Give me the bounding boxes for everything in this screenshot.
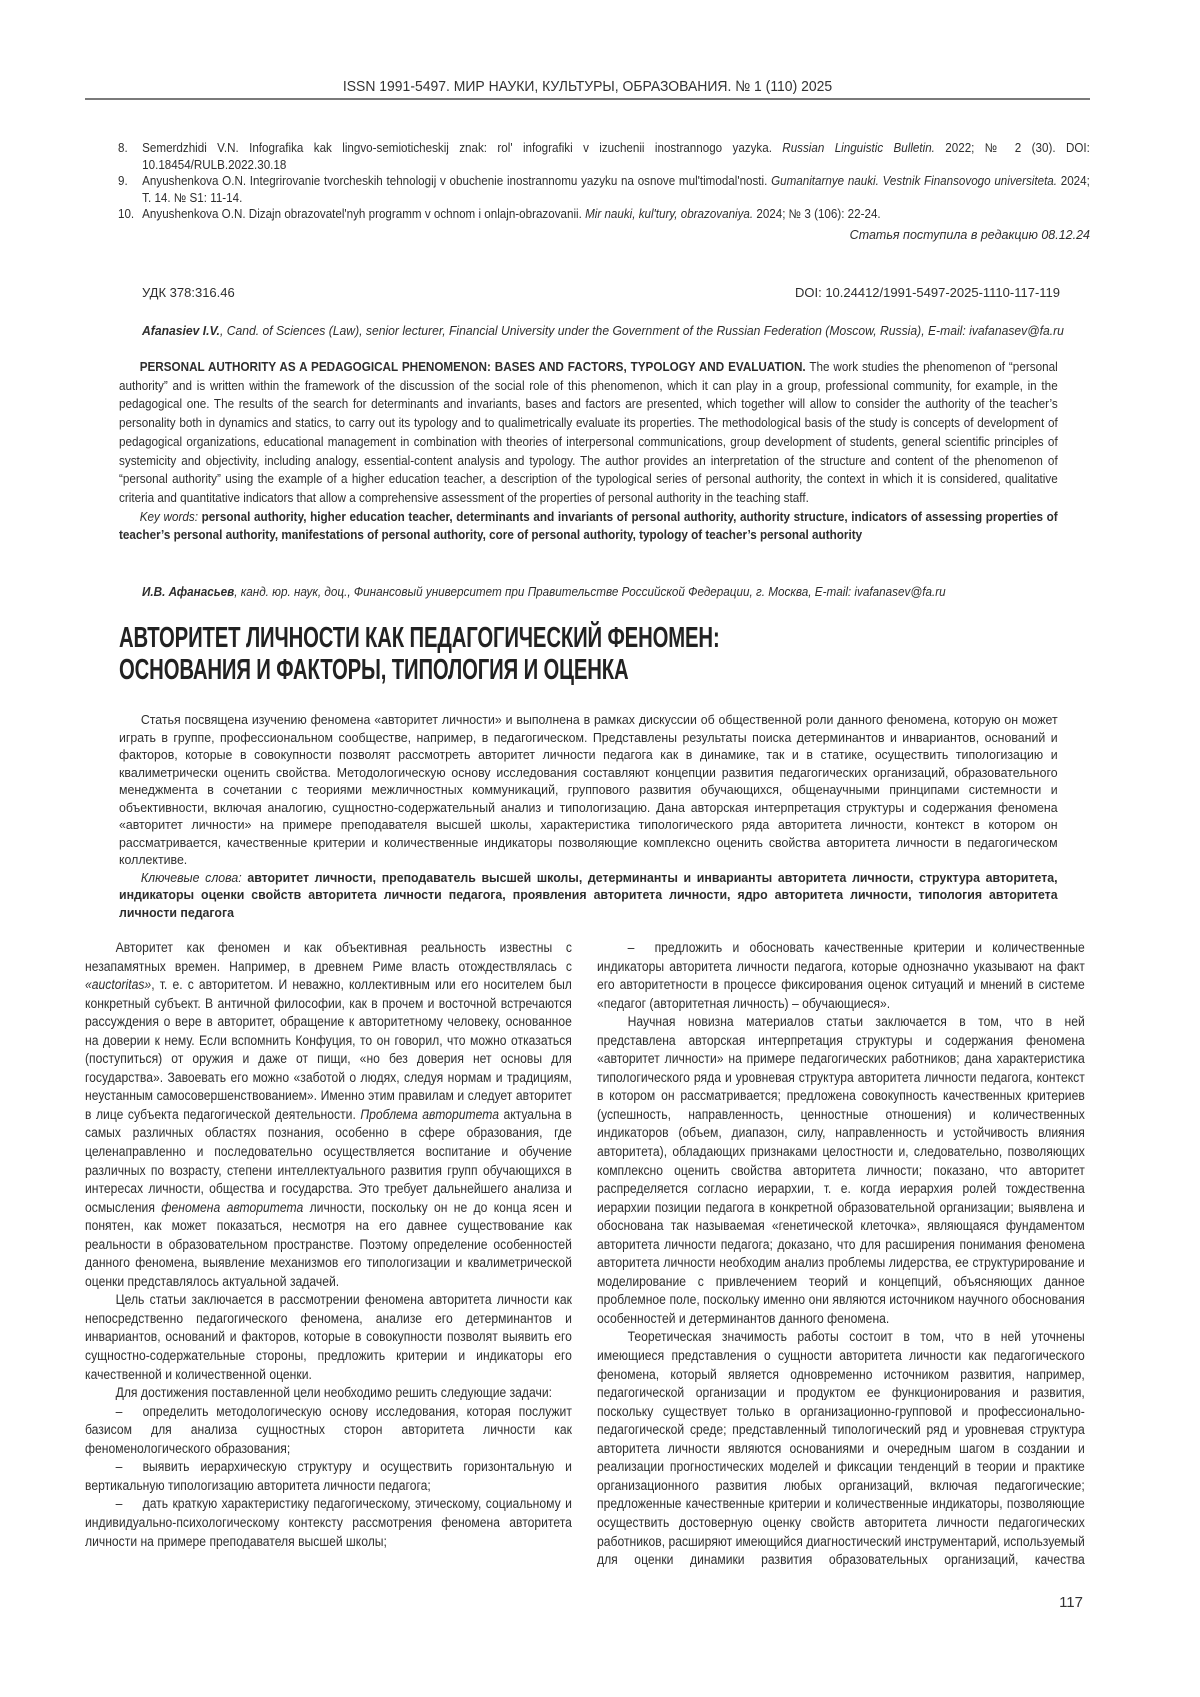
abstract-en-text <box>119 358 1058 508</box>
dash-bullet-icon: – <box>115 1459 123 1475</box>
reference-item <box>118 140 1090 173</box>
italic-text: Проблема авторитета <box>360 1106 499 1122</box>
received-note: Статья поступила в редакцию 08.12.24 <box>849 228 1090 242</box>
italic-text: Gumanitarnye nauki. Vestnik Finansovogo universiteta. <box>771 174 1058 188</box>
list-item <box>85 1495 572 1551</box>
bold-text: авторитет личности, преподаватель высшей школы, детерминанты и инварианты авторитета личности, структура авторитета, индикаторы оценки свойств авторитета личности педагога, проявления авторитета личности, ядро авторитета личности, типология авторитета личности педагога <box>119 869 1058 920</box>
article-title <box>119 622 889 686</box>
text-segment: Теоретическая значимость работы состоит в том, что в ней уточнены имеющиеся представления о сущности авторитета личности как педагогического феномена, который является одновременно источником развития, например, педагогической организации и продуктом ее функционирования и развития, поскольку существует только в организационно-групповой и профессионально-педагогической среде; представленный типологический ряд и уровневая структура авторитета личности являются основаниями и очередным шагом в создании и реализации прогностических моделей и фиксации тенденций в теории и практике организационного развития любых организаций, включая педагогические; предложенные качественные критерии и количественные индикаторы, позволяющие осуществить достоверную оценку свойств авторитета личности педагогических работников, расширяют имеющийся диагностический инструментарий, используемый для оценки динамики развития образовательных организаций, качества <box>597 1329 1085 1568</box>
text-segment: , т. е. с авторитетом. И неважно, коллективным или его носителем был конкретный субъект. В античной философии, как в прочем и восточной встречаются рассуждения о вере в авторитет, обращение к авторитетному человеку, основанное на доверии к нему. Если вспомнить Конфуция, то он говорил, что можно отказаться (поступиться) от оружия и даже от пищи, «но без доверия нет основы для государства». Завоевать его можно «заботой о людях, следуя нормам и традициям, неустанным самосовершенствованием». Именно этим правилам и следует авторитет в лице субъекта педагогической деятельности. <box>85 977 572 1122</box>
text-segment: Anyushenkova O.N. Dizajn obrazovatel'nyh programm v ochnom i onlajn-obrazovanii. <box>142 207 586 221</box>
reference-list <box>118 140 1090 223</box>
paragraph <box>85 939 572 1291</box>
doi: DOI: 10.24412/1991-5497-2025-1110-117-119 <box>794 285 1060 300</box>
keywords-ru <box>119 869 1058 922</box>
dash-bullet-icon: – <box>627 940 635 955</box>
abstract-ru <box>119 711 1058 921</box>
udc-code: УДК 378:316.46 <box>142 285 235 300</box>
paragraph <box>597 1328 1085 1569</box>
reference-number: 10. <box>118 207 135 221</box>
text-segment: Для достижения поставленной цели необходимо решить следующие задачи: <box>115 1385 553 1401</box>
dash-bullet-icon: – <box>115 1403 123 1419</box>
text-segment: Anyushenkova O.N. Integrirovanie tvorcheskih tehnologij v obuchenie inostrannomu yazyku na osnove mul'timodal'nosti. <box>142 174 772 188</box>
italic-text: Key words: <box>139 508 198 524</box>
dash-bullet-icon: – <box>115 1496 123 1512</box>
text-segment: предложить и обосновать качественные критерии и количественные индикаторы авторитета личности педагога, которые однозначно указывают на факт его авторитетности в процессе фиксирования оценок ситуаций и мнений в системе «педагог (авторитетная личность) – обучающиеся». <box>597 940 1085 1011</box>
text-segment: Научная новизна материалов статьи заключается в том, что в ней представлена авторская интерпретация структуры и содержания феномена «авторитет личности» на примере педагогических работников; дана характеристика типологического ряда и уровневая структура авторитета личности педагога, контекст в котором он рассматривается; предложена совокупность качественных критериев (успешность, направленность, ценностные отношения) и количественных индикаторов (объем, диапазон, силу, направленность и устойчивость влияния авторитета), обладающих признаками целостности и, следовательно, позволяющих комплексно оценить свойства авторитета личности; показано, что авторитет распределяется согласно иерархии, т. е. когда иерархия ролей тождественна иерархии позиции педагога в конкретной образовательной организации; выявлена и обоснована так называемая «генетической клеточка», являющаяся фундаментом авторитета личности педагога; доказано, что для расширения понимания феномена авторитета личности необходим анализ проблемы лидерства, ее структурирование и моделирование с привлечением теорий и концепций, объясняющих данное проблемное поле, поскольку именно они являются источником научного обоснования особенностей и детерминантов данного феномена. <box>597 1014 1085 1326</box>
reference-text <box>142 140 1090 173</box>
list-item <box>597 939 1085 1013</box>
list-item <box>85 1458 572 1495</box>
text-segment: дать краткую характеристику педагогическому, этическому, социальному и индивидуально-психологическому контексту рассмотрения феномена авторитета личности на примере преподавателя высшей школы; <box>85 1496 572 1549</box>
text-segment: 2024; № 3 (106): 22-24. <box>753 207 881 221</box>
author-ru <box>142 583 1042 601</box>
page-number: 117 <box>1059 1594 1083 1611</box>
text-segment: Цель статьи заключается в рассмотрении феномена авторитета личности как непосредственно педагогического феномена, анализе его детерминантов и инвариантов, оснований и факторов, которые в совокупности позволят выявить его сущностно-содержательные стороны, предложить критерии и индикаторы его качественной и количественной оценки. <box>85 1292 572 1382</box>
text-segment: выявить иерархическую структуру и осуществить горизонтальную и вертикальную типологизацию авторитета личности педагога; <box>85 1459 572 1493</box>
reference-number: 9. <box>118 174 128 188</box>
paragraph <box>597 1013 1085 1328</box>
italic-text: Russian Linguistic Bulletin. <box>782 141 935 155</box>
italic-text: Ключевые слова: <box>140 869 242 885</box>
text-segment: Статья посвящена изучению феномена «авторитет личности» и выполнена в рамках дискуссии об общественной роли данного феномена, которую он может играть в группе, профессиональном сообществе, например, в педагогическом. Представлены результаты поиска детерминантов и инвариантов, оснований и факторов, которые в совокупности позволят рассмотреть авторитет личности педагога как в динамике, так и в статике, осуществить типологизацию и квалиметрически оценить свойства. Методологическую основу исследования составляют концепции развития педагогических организаций, образовательного менеджмента в сочетании с теориями межличностных коммуникаций, группового развития обучающихся, общенаучными принципами системности и объективности, включая аналогию, сущностно-содержательный анализ и типологизацию. Дана авторская интерпретация структуры и содержания феномена «авторитет личности» на примере преподавателя высшей школы, характеристика типологического ряда авторитета личности, контекст в котором он рассматривается, качественные критерии и количественные индикаторы позволяющие комплексно оценить свойства авторитета личности в педагогическом коллективе. <box>119 712 1058 867</box>
paragraph <box>85 1384 572 1403</box>
text-segment: актуальна в самых различных областях познания, особенно в сфере образования, где целенаправленно и последовательно осуществляется воспитание и обучение различных по возрасту, степени интеллектуального развития групп обучающихся в интересах личности, общества и государства. Это требует дальнейшего анализа и осмысления <box>85 1106 572 1215</box>
author-name: И.В. Афанасьев <box>142 584 235 599</box>
title-line-2: ОСНОВАНИЯ И ФАКТОРЫ, ТИПОЛОГИЯ И ОЦЕНКА <box>119 654 629 686</box>
bold-text: PERSONAL AUTHORITY AS A PEDAGOGICAL PHENOMENON: BASES AND FACTORS, TYPOLOGY AND EVALUATION. <box>139 359 806 374</box>
list-item <box>85 1403 572 1459</box>
italic-text: «auctoritas» <box>85 977 152 993</box>
reference-text <box>142 173 1090 206</box>
paragraph <box>85 1291 572 1384</box>
author-details: , канд. юр. наук, доц., Финансовый университет при Правительстве Российской Федерации, г. Москва, E-mail: ivafanasev@fa.ru <box>234 584 946 599</box>
text-segment: 2022; № 2 (30). DOI: 10.18454/RULB.2022.30.18 <box>142 141 1090 172</box>
reference-item <box>118 206 1090 223</box>
text-segment: 2024; T. 14. № S1: 11-14. <box>142 174 1090 205</box>
reference-number: 8. <box>118 141 128 155</box>
text-segment: Semerdzhidi V.N. Infografika kak lingvo-semioticheskij znak: rol' infografiki v izuchenii inostrannogo yazyka. <box>142 141 783 155</box>
body-column-left <box>85 939 572 1551</box>
keywords-en <box>119 508 1058 545</box>
italic-text: Mir nauki, kul'tury, obrazovaniya. <box>585 207 754 221</box>
author-en <box>142 322 1086 340</box>
reference-text <box>142 206 1090 223</box>
header-divider <box>85 98 1090 100</box>
journal-title: ISSN 1991-5497. МИР НАУКИ, КУЛЬТУРЫ, ОБРАЗОВАНИЯ. № 1 (110) 2025 <box>342 78 833 95</box>
text-segment: определить методологическую основу исследования, которая послужит базисом для анализа сущностных сторон авторитета личности как феноменологического образования; <box>85 1403 572 1456</box>
body-column-right <box>597 939 1085 1570</box>
author-name: Afanasiev I.V. <box>142 323 220 338</box>
author-details: , Cand. of Sciences (Law), senior lecturer, Financial University under the Government of the Russian Federation (Moscow, Russia), E-mail: ivafanasev@fa.ru <box>219 323 1064 338</box>
abstract-ru-text <box>119 711 1058 869</box>
text-segment: личности, поскольку он не до конца ясен и понятен, как может показаться, несмотря на его давнее существование как реальности в образовательном пространстве. Поэтому определение особенностей данного феномена, выявление механизмов его типологизации и квалиметрической оценки представлялось актуальной задачей. <box>85 1199 572 1289</box>
italic-text: феномена авторитета <box>161 1199 304 1215</box>
bold-text: personal authority, higher education teacher, determinants and invariants of personal authority, authority structure, indicators of assessing properties of teacher’s personal authority, manifestations of personal authority, core of personal authority, typology of teacher’s personal authority <box>119 508 1058 543</box>
title-line-1: АВТОРИТЕТ ЛИЧНОСТИ КАК ПЕДАГОГИЧЕСКИЙ ФЕНОМЕН: <box>119 622 720 654</box>
reference-item <box>118 173 1090 206</box>
text-segment: The work studies the phenomenon of “personal authority” and is written within the framework of the discussion of the social role of this phenomenon, which it can play in a group, professional community, for example, in the pedagogical one. The results of the search for determinants and invariants, bases and factors are presented, which together will allow to consider the authority of the teacher’s personality both in dynamics and statics, to carry out its typology and to qualimetrically evaluate its properties. The methodological basis of the study is concepts of development of pedagogical organizations, educational management in combination with theories of interpersonal communications, group development of students, general scientific principles of systemicity and objectivity, including analogy, essential-content analysis and typology. The author provides an interpretation of the structure and content of the phenomenon of “personal authority” using the example of a higher education teacher, a description of the typological series of personal authority, the context in which it is considered, qualitative criteria and quantitative indicators that allow a comprehensive assessment of the properties of personal authority in the teaching staff. <box>119 359 1058 505</box>
abstract-en <box>119 358 1058 545</box>
running-header <box>85 78 1090 96</box>
text-segment: Авторитет как феномен и как объективная реальность известны с незапамятных времен. Например, в древнем Риме власть отождествлялась с <box>85 940 572 974</box>
